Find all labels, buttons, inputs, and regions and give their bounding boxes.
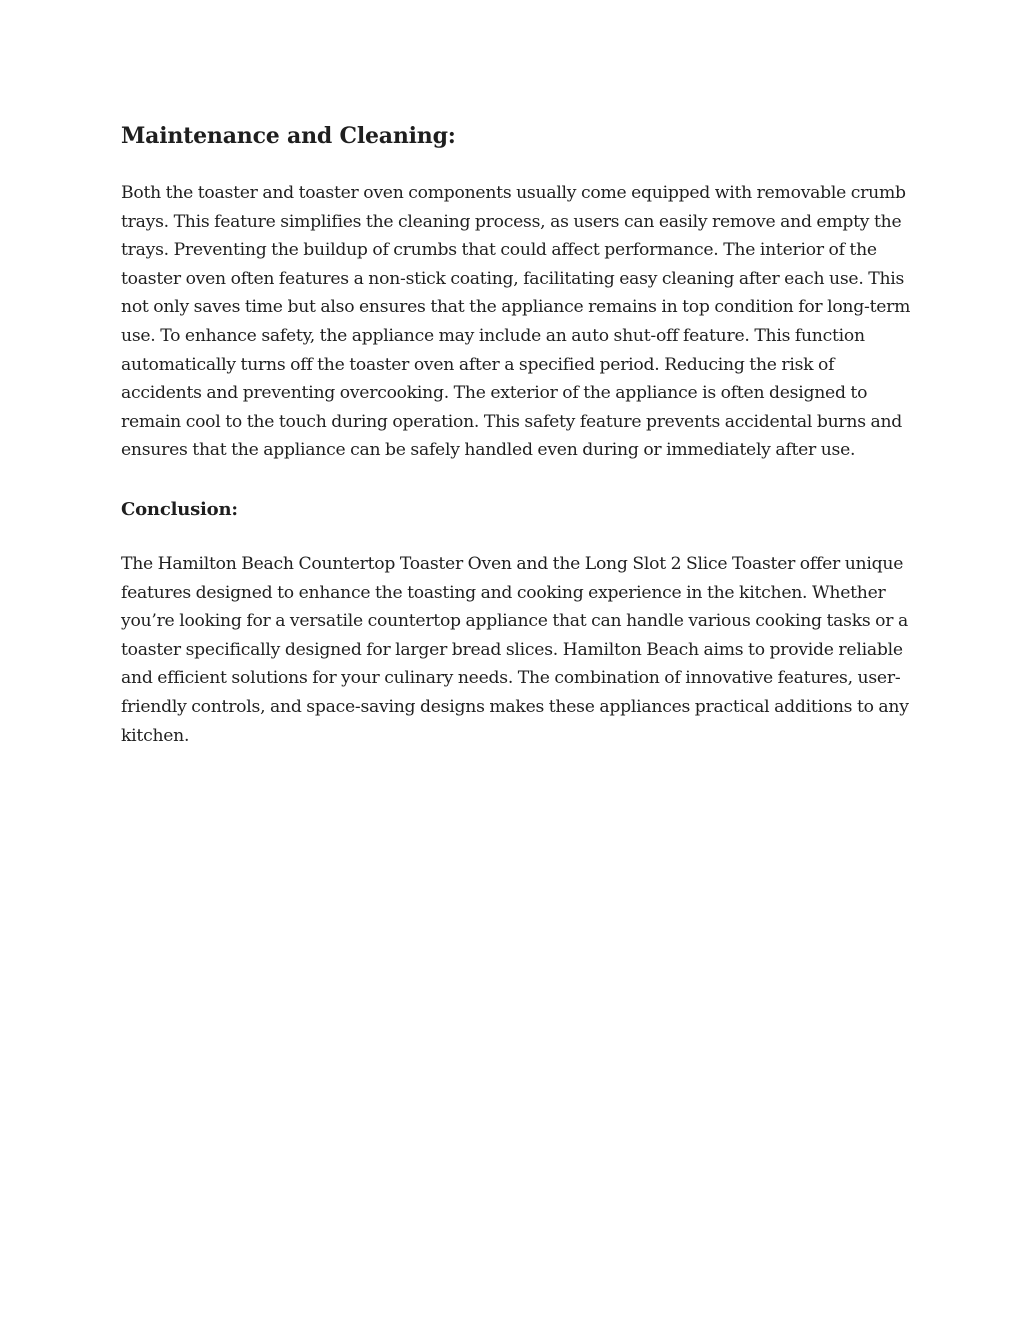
document-content — [121, 118, 911, 750]
section-heading-maintenance: Maintenance and Cleaning: — [121, 123, 456, 149]
section-heading-conclusion: Conclusion: — [121, 498, 238, 520]
section-body-maintenance: Both the toaster and toaster oven components usually come equipped with removable crumb trays. This feature simplifies the cleaning process, as users can easily remove and empty the trays. Preventing the buildup of crumbs that could affect performance. The interior of the toaster oven often features a non-stick coating, facilitating easy cleaning after each use. This not only saves time but also ensures that the appliance remains in top condition for long-term use. To enhance safety, the appliance may include an auto shut-off feature. This function automatically turns off the toaster oven after a specified period. Reducing the risk of accidents and preventing overcooking. The exterior of the appliance is often designed to remain cool to the touch during operation. This safety feature prevents accidental burns and ensures that the appliance can be safely handled even during or immediately after use. — [121, 183, 911, 461]
section-body-conclusion: The Hamilton Beach Countertop Toaster Oven and the Long Slot 2 Slice Toaster offer unique features designed to enhance the toasting and cooking experience in the kitchen. Whether you’re looking for a versatile countertop appliance that can handle various cooking tasks or a toaster specifically designed for larger bread slices. Hamilton Beach aims to provide reliable and efficient solutions for your culinary needs. The combination of innovative features, user-friendly controls, and space-saving designs makes these appliances practical additions to any kitchen. — [121, 553, 909, 746]
